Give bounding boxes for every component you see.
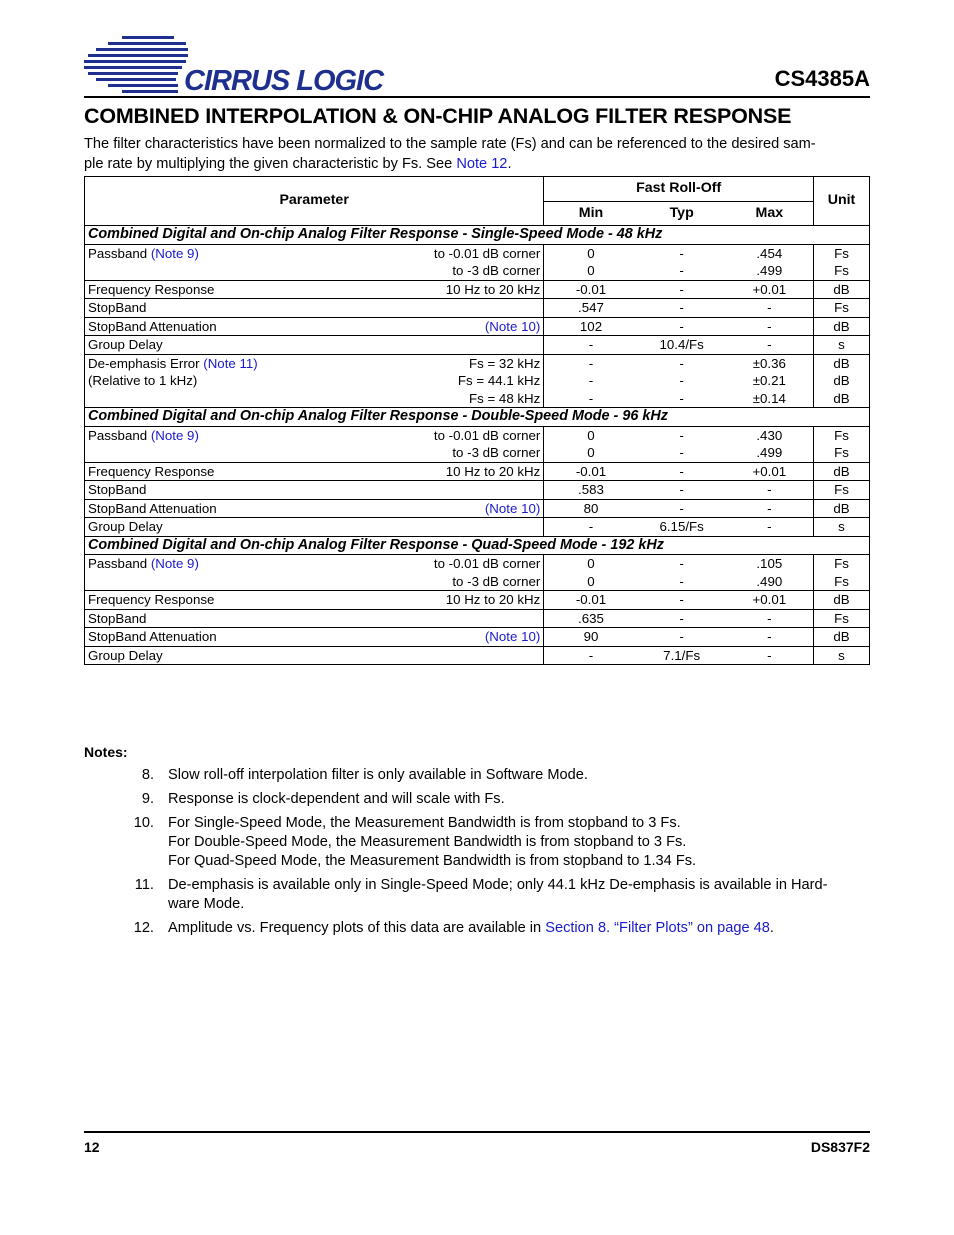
note-9 — [130, 790, 872, 809]
cell-unit: dB — [814, 628, 870, 647]
note-9-link[interactable]: (Note 9) — [150, 427, 199, 443]
cell-min: 0 — [587, 556, 595, 571]
cell-typ: - — [679, 556, 684, 571]
cell-min: 0 — [587, 427, 595, 443]
cell-unit: Fs — [834, 573, 849, 589]
condition: to -0.01 dB corner — [433, 556, 541, 571]
cell-typ: 6.15/Fs — [638, 518, 726, 537]
note-line: Response is clock-dependent and will scale with Fs. — [168, 791, 505, 807]
note-9-link[interactable]: (Note 9) — [150, 556, 199, 571]
cell-unit: dB — [814, 499, 870, 518]
notes-list — [130, 766, 872, 943]
note-10-link[interactable]: (Note 10) — [484, 500, 541, 516]
param-sub: (Relative to 1 kHz) — [88, 373, 198, 388]
cell-min: - — [544, 646, 638, 665]
cell-typ: - — [638, 462, 726, 481]
note-number: 12. — [133, 920, 154, 936]
cell-min: .583 — [544, 481, 638, 500]
note-line — [168, 919, 872, 938]
condition: 10 Hz to 20 kHz — [424, 280, 544, 299]
cell-typ: - — [638, 299, 726, 318]
section-single-speed: Combined Digital and On-chip Analog Filter Response - Single-Speed Mode - 48 kHz — [85, 226, 870, 245]
cell-min: - — [544, 518, 638, 537]
note-line: For Double-Speed Mode, the Measurement Bandwidth is from stopband to 3 Fs. — [168, 834, 687, 850]
note-line: Slow roll-off interpolation filter is only available in Software Mode. — [168, 767, 588, 783]
cell-max: - — [726, 336, 814, 355]
document-id: DS837F2 — [810, 1139, 870, 1155]
cell-typ: - — [638, 481, 726, 500]
condition: to -0.01 dB corner — [433, 245, 541, 261]
param-name: Passband — [88, 245, 151, 261]
cell-max: .499 — [756, 445, 783, 460]
condition: 10 Hz to 20 kHz — [424, 462, 544, 481]
cell-max: - — [726, 609, 814, 628]
note-number: 10. — [133, 815, 154, 831]
condition: 10 Hz to 20 kHz — [424, 591, 544, 610]
note-9-link[interactable]: (Note 9) — [150, 245, 199, 261]
note-number: 8. — [141, 767, 154, 783]
note-11-link[interactable]: (Note 11) — [203, 355, 258, 371]
cell-unit: dB — [814, 280, 870, 299]
table-row — [85, 462, 870, 481]
note-12-link[interactable]: Note 12 — [456, 156, 508, 172]
cell-unit: Fs — [814, 299, 870, 318]
table-row — [85, 591, 870, 610]
note-12 — [130, 919, 872, 938]
cell-min: - — [544, 336, 638, 355]
cell-min: -0.01 — [544, 462, 638, 481]
cell-unit: Fs — [834, 556, 849, 571]
cell-unit: dB — [814, 317, 870, 336]
part-number: CS4385A — [774, 66, 870, 91]
condition: to -0.01 dB corner — [433, 427, 541, 443]
cell-max: +0.01 — [726, 462, 814, 481]
cell-min: 0 — [587, 245, 595, 261]
intro-paragraph — [84, 134, 870, 174]
cell-max: ±0.14 — [752, 390, 786, 406]
filter-response-table — [84, 176, 870, 665]
condition: to -3 dB corner — [452, 263, 541, 278]
note-10-link[interactable]: (Note 10) — [484, 318, 541, 334]
header-rule — [84, 96, 870, 98]
cell-max: - — [726, 499, 814, 518]
logo-text: CIRRUS LOGIC — [184, 65, 384, 97]
note-line: De-emphasis is available only in Single-Speed Mode; only 44.1 kHz De-emphasis is available in Hard- — [168, 877, 828, 893]
cell-max: +0.01 — [726, 591, 814, 610]
param-name: Passband — [88, 556, 151, 571]
cell-unit: Fs — [834, 263, 849, 278]
cell-min: .547 — [544, 299, 638, 318]
footer-rule — [84, 1131, 870, 1133]
note-text-part: Amplitude vs. Frequency plots of this data are available in — [168, 920, 546, 936]
param-name: Frequency Response — [85, 462, 424, 481]
note-text — [168, 814, 872, 871]
table-row — [85, 299, 870, 318]
param-name: Frequency Response — [85, 591, 424, 610]
cell-min: .635 — [544, 609, 638, 628]
notes-heading: Notes: — [84, 744, 128, 760]
cell-typ: - — [638, 591, 726, 610]
note-number: 9. — [141, 791, 154, 807]
header-unit: Unit — [814, 177, 870, 226]
table-row — [85, 280, 870, 299]
param-name: Passband — [88, 427, 151, 443]
note-line: ware Mode. — [168, 896, 245, 912]
cell-max: ±0.36 — [752, 355, 786, 371]
condition: Fs = 48 kHz — [469, 390, 541, 406]
cell-typ: 10.4/Fs — [638, 336, 726, 355]
cell-typ: - — [638, 628, 726, 647]
param-name: StopBand Attenuation — [85, 499, 424, 518]
note-11 — [130, 876, 872, 914]
cell-max: - — [726, 628, 814, 647]
table-row — [85, 518, 870, 537]
cell-unit: Fs — [834, 245, 849, 261]
table-row — [85, 609, 870, 628]
cell-typ: - — [679, 390, 684, 406]
cell-max: - — [726, 646, 814, 665]
param-name: StopBand Attenuation — [85, 317, 424, 336]
cell-min: - — [588, 390, 594, 406]
cell-typ: 7.1/Fs — [638, 646, 726, 665]
header-max: Max — [726, 202, 814, 226]
cell-max: - — [726, 481, 814, 500]
section-title: COMBINED INTERPOLATION & ON-CHIP ANALOG FILTER RESPONSE — [84, 104, 792, 128]
cell-min: - — [588, 355, 594, 371]
table-row — [85, 336, 870, 355]
cell-unit: s — [814, 518, 870, 537]
cell-max: .430 — [756, 427, 783, 443]
note-text-part: . — [769, 920, 774, 936]
intro-text: ple rate by multiplying the given characteristic by Fs. See — [84, 156, 457, 172]
cell-min: -0.01 — [544, 591, 638, 610]
cell-typ: - — [679, 573, 684, 589]
cell-typ: - — [679, 263, 684, 278]
cell-min: 0 — [587, 573, 595, 589]
cell-typ: - — [679, 245, 684, 261]
param-name: Group Delay — [85, 336, 424, 355]
header-parameter: Parameter — [85, 177, 544, 226]
cirrus-logic-logo — [84, 34, 384, 97]
cell-unit: dB — [833, 390, 850, 406]
condition: Fs = 32 kHz — [469, 355, 541, 371]
section-double-speed: Combined Digital and On-chip Analog Filter Response - Double-Speed Mode - 96 kHz — [85, 408, 870, 427]
cell-min: 102 — [544, 317, 638, 336]
cell-unit: Fs — [834, 427, 849, 443]
condition: to -3 dB corner — [452, 445, 541, 460]
cell-typ: - — [679, 445, 684, 460]
note-8 — [130, 766, 872, 785]
table-row — [85, 646, 870, 665]
param-name: StopBand — [85, 481, 424, 500]
cell-typ: - — [638, 280, 726, 299]
cell-unit: dB — [833, 373, 850, 388]
cell-typ: - — [679, 355, 684, 371]
cell-min: 80 — [544, 499, 638, 518]
cell-max: .454 — [756, 245, 783, 261]
cell-max: +0.01 — [726, 280, 814, 299]
note-10 — [130, 814, 872, 871]
cell-min: -0.01 — [544, 280, 638, 299]
intro-line-2 — [84, 154, 870, 174]
note-number: 11. — [134, 877, 154, 893]
table-row — [85, 354, 870, 408]
cell-min: - — [588, 373, 594, 388]
table-row — [85, 481, 870, 500]
note-text — [168, 766, 872, 785]
table-row — [85, 426, 870, 462]
table-row — [85, 244, 870, 280]
table-row — [85, 317, 870, 336]
param-name: StopBand — [85, 609, 424, 628]
cell-min: 90 — [544, 628, 638, 647]
param-name: StopBand — [85, 299, 424, 318]
cell-max: ±0.21 — [752, 373, 786, 388]
cell-typ: - — [638, 499, 726, 518]
cell-max: .499 — [756, 263, 783, 278]
cell-typ: - — [679, 373, 684, 388]
cell-max: - — [726, 518, 814, 537]
param-name: StopBand Attenuation — [85, 628, 424, 647]
cell-max: - — [726, 299, 814, 318]
cell-unit: Fs — [834, 445, 849, 460]
cell-unit: dB — [833, 355, 850, 371]
cell-typ: - — [638, 609, 726, 628]
note-10-link[interactable]: (Note 10) — [484, 629, 541, 644]
cell-min: 0 — [587, 263, 595, 278]
cell-max: .105 — [756, 556, 783, 571]
cell-min: 0 — [587, 445, 595, 460]
cell-unit: dB — [814, 591, 870, 610]
note-text — [168, 919, 872, 938]
cell-unit: Fs — [814, 609, 870, 628]
condition: to -3 dB corner — [452, 573, 541, 589]
header-fast-rolloff: Fast Roll-Off — [544, 177, 814, 202]
filter-plots-link[interactable]: Section 8. “Filter Plots” on page 48 — [545, 920, 770, 936]
intro-line-1: The filter characteristics have been normalized to the sample rate (Fs) and can be referenced to the desired sam- — [84, 136, 816, 152]
page-number: 12 — [84, 1139, 100, 1155]
cell-typ: - — [679, 427, 684, 443]
cell-unit: dB — [814, 462, 870, 481]
param-name: Group Delay — [85, 646, 424, 665]
table-row — [85, 628, 870, 647]
cell-unit: Fs — [814, 481, 870, 500]
header-typ: Typ — [638, 202, 726, 226]
cell-typ: - — [638, 317, 726, 336]
param-name: Frequency Response — [85, 280, 424, 299]
param-name: Group Delay — [85, 518, 424, 537]
condition: Fs = 44.1 kHz — [457, 373, 541, 388]
note-text — [168, 790, 872, 809]
intro-period: . — [507, 156, 512, 172]
table-row — [85, 499, 870, 518]
note-line: For Quad-Speed Mode, the Measurement Bandwidth is from stopband to 1.34 Fs. — [168, 853, 697, 869]
section-quad-speed: Combined Digital and On-chip Analog Filter Response - Quad-Speed Mode - 192 kHz — [85, 536, 870, 555]
cell-unit: s — [814, 646, 870, 665]
note-line: For Single-Speed Mode, the Measurement Bandwidth is from stopband to 3 Fs. — [168, 815, 681, 831]
param-name: De-emphasis Error — [88, 355, 204, 371]
table-row — [85, 555, 870, 591]
cell-unit: s — [814, 336, 870, 355]
cell-max: - — [726, 317, 814, 336]
note-text — [168, 876, 872, 914]
cell-max: .490 — [756, 573, 783, 589]
header-min: Min — [544, 202, 638, 226]
